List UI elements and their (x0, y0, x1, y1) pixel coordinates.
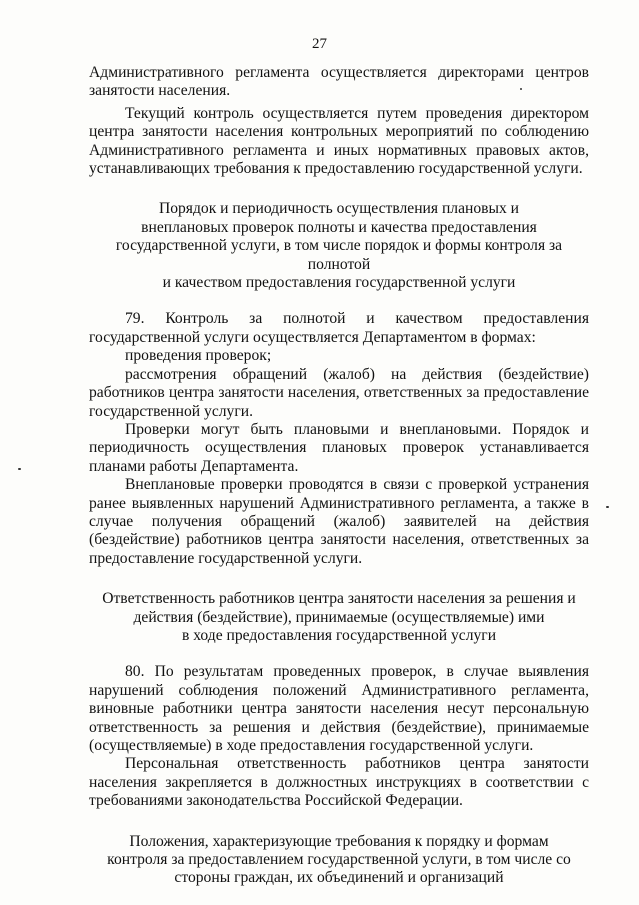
paragraph-personal-responsibility: Персональная ответственность работников центра занятости населения закрепляется в должностных инструкциях в соответствии с требованиями законодательства Российской Федерации. (89, 755, 589, 810)
heading-line: Ответственность работников центра занятости населения за решения и (102, 590, 576, 608)
heading-line: Положения, характеризующие требования к порядку и формам (129, 832, 549, 850)
section-heading-inspections (89, 200, 589, 292)
heading-line: и качеством предоставления государственной услуги (162, 274, 516, 292)
scan-speck (18, 468, 21, 470)
scan-speck (606, 506, 609, 508)
heading-line: контроля за предоставлением государственной услуги, в том числе со (107, 851, 571, 869)
list-item-inspections: проведения проверок; (125, 347, 272, 365)
heading-line: Порядок и периодичность осуществления плановых и (158, 200, 520, 218)
paragraph-planned-checks: Проверки могут быть плановыми и внеплановыми. Порядок и периодичность осуществления плановых проверок устанавливается планами работы Департамента. (89, 420, 589, 475)
paragraph-80: 80. По результатам проведенных проверок, в случае выявления нарушений соблюдения положений Административного регламента, виновные работники центра занятости населения несут персональную ответственность за решения и действия (бездействие), принимаемые (осуществляемые) в ходе предоставления государственной услуги. (89, 663, 589, 754)
paragraph-complaints: рассмотрения обращений (жалоб) на действия (бездействие) работников центра занятости населения, ответственных за предоставление государственной услуги. (89, 365, 589, 420)
heading-line: в ходе предоставления государственной услуги (181, 626, 497, 644)
paragraph-79: 79. Контроль за полнотой и качеством предоставления государственной услуги осуществляется Департаментом в формах: (89, 310, 589, 346)
heading-line: государственной услуги, в том числе порядок и формы контроля за полнотой (115, 237, 563, 273)
paragraph-unplanned-checks: Внеплановые проверки проводятся в связи с проверкой устранения ранее выявленных нарушений Административного регламента, а также в случае получения обращений (жалоб) заявителей на действия (бездействие) работников центра занятости населения, ответственных за предоставление государственной услуги. (89, 476, 589, 567)
scan-speck (520, 88, 522, 90)
heading-line: действия (бездействие), принимаемые (осуществляемые) ими (133, 608, 545, 626)
heading-line: стороны граждан, их объединений и организаций (174, 869, 504, 887)
page-body (89, 64, 589, 888)
paragraph-current-control: Текущий контроль осуществляется путем проведения директором центра занятости населения контрольных мероприятий по соблюдению Административного регламента и иных нормативных правовых актов, устанавливающих требования к предоставлению государственной услуги. (89, 104, 589, 178)
section-heading-responsibility (89, 590, 589, 645)
heading-line: внеплановых проверок полноты и качества предоставления (141, 218, 537, 236)
paragraph-regulation-control: Административного регламента осуществляется директорами центров занятости населения. (89, 64, 589, 100)
section-heading-control-requirements (89, 833, 589, 888)
page-number: 27 (312, 36, 327, 52)
